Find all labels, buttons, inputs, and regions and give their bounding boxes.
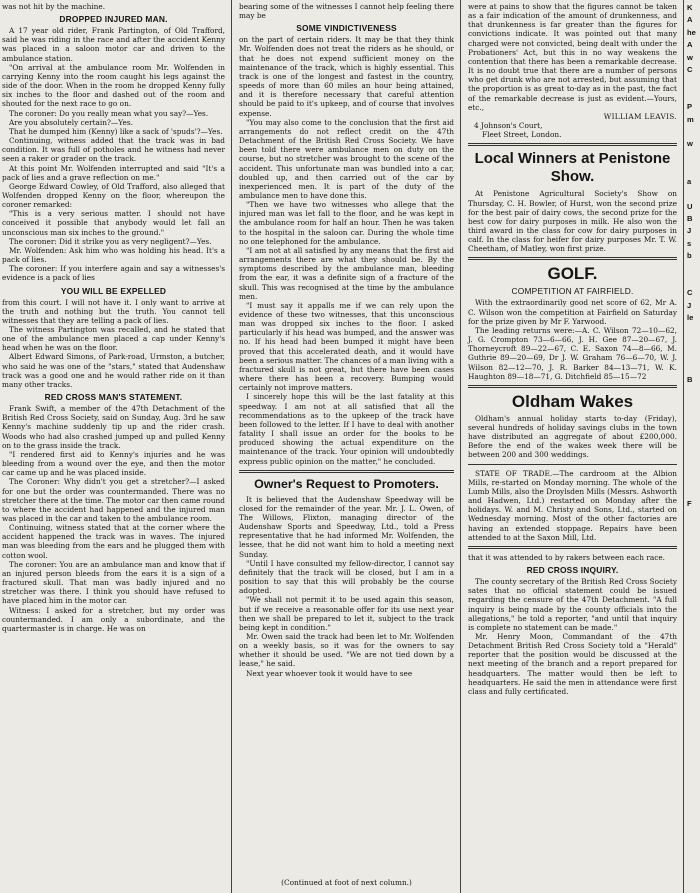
edge-fragment: A: [687, 15, 693, 25]
divider: [468, 257, 677, 260]
edge-fragment: P: [687, 102, 693, 112]
article-text: The leading returns were:—A. C. Wilson 72—10—62, J. G. Crompton 73—6—66, J. H. Gee 87—20—67, J. Thorneycroft 89—22—67, C. E. Saxon 74—8—66, M. Guthrie 89—20—69, Dr J. W. Graham 76—6—70, W. J. Wilson 82—12—70, J. R. Barker 84—13—71, W. K. Haughton 89—18—71, G. Ditchfield 85—15—72: [468, 325, 677, 381]
continued-note: (Continued at foot of next column.): [281, 878, 412, 887]
article-text: That he dumped him (Kenny) like a sack of 'spuds'?—Yes.: [9, 126, 223, 136]
divider: [468, 385, 677, 388]
subheading: SOME VINDICTIVENESS: [296, 23, 397, 34]
article-text: from this court. I will not have it. I only want to arrive at the truth and nothing but the truth. You cannot tell witnesses that they are telling a pack of lies.: [2, 297, 225, 325]
article-headline: Local Winners at Penistone Show.: [474, 150, 671, 186]
edge-fragment: A: [687, 40, 693, 50]
edge-fragment: [687, 263, 700, 275]
article-text: Mr. Owen said the track had been let to Mr. Wolfenden on a weekly basis, so it was for the owners to say whether it should be used. "We are not tied down by a lease," he said.: [239, 632, 454, 669]
article-text: "I must say it appalls me if we can rely upon the evidence of these two witnesses, that this unconscious man was dropped six inches to the floor. I asked particularly if his head was bumped, and the answer was no. If his head had been bumped it might have been proved that this accelerated death, and it would have been a serious matter. The chances of a man living with a fractured skull is not great, but there have been cases where there has been a recovery. Bumping would certainly not improve matters.: [239, 300, 454, 393]
edge-fragment: [687, 449, 700, 461]
edge-fragment: U: [687, 201, 693, 211]
subheading: RED CROSS MAN'S STATEMENT.: [44, 392, 183, 403]
subheading: RED CROSS INQUIRY.: [526, 565, 619, 576]
edge-fragment: [687, 436, 700, 448]
article-text: "You may also come to the conclusion that the first aid arrangements do not reflect credit on the 47th Detachment of the British Red Cross Society. We have been told there were ambulance men on duty on the course, but no stretcher was brought to the scene of the accident. This unfortunate man was bundled into a car, doubled up, and then carried out of the car by inexperienced men. It is part of the duty of the ambulance men to have done this.: [239, 117, 454, 200]
article-text: STATE OF TRADE.—The cardroom at the Albion Mills, re-started on Monday morning. The whole of the Lumb Mills, also the Droylsden Mills (Messrs. Ashworth and Hadwen, Ltd.) restarted on Monday after the holidays. W. and M. Christy and Sons, Ltd., started on Wednesday morning. Most of the other factories are having an extended stoppage. Repairs have been attended to at the Saxon Mill, Ltd.: [468, 468, 678, 542]
article-text: The county secretary of the British Red Cross Society sates that no official statement could be issued regarding the censure of the 47th Detachment. "A full inquiry is being made by the county officials into the allegations," he told a reporter, "and until that inquiry is complete no statement can be made.": [468, 577, 677, 632]
article-text: that it was attended to by rakers between each race.: [468, 552, 665, 562]
article-text: were at pains to show that the figures cannot be taken as a fair indication of the amount of drunkenness, and that drunkenness is far greater than the figures for convictions indicate. It was pointed out that many charged were not convicted, being dealt with under the Probationers' Act, but this in no way weakens the contention that there has been a remarkable decrease. It is no doubt true that there are a number of persons who get drunk who are not arrested, but assuming that the proportion is as great to-day as in the past, the fact of the remarkable decrease is just as evident.—Yours, etc.,: [468, 2, 677, 112]
article-headline: Owner's Request to Promoters.: [254, 476, 439, 491]
article-text: At this point Mr. Wolfenden interrupted and said "It's a pack of lies and a grave reflection on me.": [2, 163, 225, 182]
article-text: "I am not at all satisfied by any means that the first aid arrangements there are what they should be. By the symptoms described by the ambulance man, bleeding from the ear, it was a definite sign of a fracture of the skull. This was recognised at the time by the ambulance men.: [239, 245, 454, 301]
edge-fragment: [687, 126, 700, 138]
article-text: George Edward Cowley, of Old Trafford, also alleged that Wolfenden dropped Kenny on the floor, whereupon the coroner remarked:: [2, 181, 225, 210]
edge-fragment: he: [687, 27, 696, 37]
article-text: At Penistone Agricultural Society's Show on Thursday, C. H. Bowler, of Hurst, won the second prize for the best pair of dairy cows, the second prize for the best cow for dairy purposes in milk. He also won the third award in the class for cow for dairy purposes in calf. In the class for heifer for dairy purposes Mr. T. W. Cheetham, of Matley, won first prize.: [468, 189, 677, 254]
edge-fragment: b: [687, 251, 692, 261]
article-text: Witness: I asked for a stretcher, but my order was countermanded. I am only a subordinate, and the quartermaster is in charge. He was on: [2, 605, 225, 633]
article-text: The coroner: You are an ambulance man and know that if an injured person bleeds from the ears it is a sign of a fractured skull. That man was badly injured and no stretcher was there. I think you should have refused to have placed him in the motor car.: [2, 559, 225, 606]
edge-fragment: w: [687, 52, 693, 62]
article-text: Oldham's annual holiday starts to-day (Friday), several hundreds of holiday savings clubs in the town have distributed an aggregate of about £200,000. Before the end of the wakes week there will be between 200 and 300 weddings.: [468, 413, 677, 460]
article-text: I sincerely hope this will be the last fatality at this speedway. I am not at all satisfied that all the recommendations as to the upkeep of the track have been followed to the letter. If I have to deal with another fatality I shall issue an order for the books to be produced showing the actual expenditure on the maintenance of the track. Your opinion will undoubtedly express public opinion on the matter," he concluded.: [239, 392, 454, 466]
letter-signature: WILLIAM LEAVIS.: [603, 111, 677, 121]
article-text: "Until I have consulted my fellow-director, I cannot say definitely that the track will be closed, but I am in a position to say that this will probably be the course adopted.: [239, 558, 454, 596]
edge-fragment: [687, 163, 700, 175]
edge-fragment: [687, 151, 700, 163]
article-text: Next year whoever took it would have to see: [246, 668, 413, 678]
article-text: was not hit by the machine.: [2, 2, 106, 11]
edge-fragment: B: [687, 213, 693, 223]
edge-fragment: C: [687, 65, 693, 75]
edge-fragment: F: [687, 499, 692, 509]
article-text: "Then we have two witnesses who allege that the injured man was let fall to the floor, and he was kept in the ambulance room for half an hour. Then he was taken to the hospital in the saloon car. During the whole time no one telephoned for the ambulance.: [239, 200, 454, 246]
edge-fragment: [687, 387, 700, 399]
edge-fragment: [687, 349, 700, 361]
article-text: Mr. Henry Moon, Commandant of the 47th Detachment British Red Cross Society told a "Herald" reporter that the position would be discussed at the next meeting of the branch and a report prepared for headquarters. The matter would then be left to headquarters. He said the men in attendance were first class and fully certificated.: [468, 631, 677, 696]
divider: [468, 143, 677, 146]
edge-fragment: [687, 399, 700, 411]
edge-fragment: le: [687, 313, 694, 323]
article-text: With the extraordinarily good net score of 62, Mr A. C. Wilson won the competition at Fairfield on Saturday for the prize given by Mr F. Yarwood.: [468, 298, 677, 326]
edge-fragment: [687, 325, 700, 337]
article-text: Mr. Wolfenden: Ask him who was holding his head. It's a pack of lies.: [2, 245, 225, 265]
article-text: bearing some of the witnesses I cannot help feeling there may be: [239, 2, 454, 21]
article-text: The Coroner: Why didn't you get a stretcher?—I asked for one but the order was countermanded. There was no stretcher there at the time. The motor car then came round to where the accident had happened and the injured man was placed in the car and taken to the ambulance room.: [2, 477, 225, 523]
edge-fragment: J: [687, 226, 692, 236]
article-text: Albert Edward Simons, of Park-road, Urmston, a butcher, who said he was one of the "stars," stated that Audenshaw track was a good one and he would rather ride on it than many other tracks.: [2, 352, 225, 389]
article-text: "On arrival at the ambulance room Mr. Wolfenden in carrying Kenny into the room caught his legs against the side of the door. When in the room he dropped Kenny fully six inches to the floor and dashed out of the room and shouted for the next race to go on.: [2, 62, 225, 109]
edge-fragment: [687, 461, 700, 473]
article-text: "This is a very serious matter. I should not have conceived it possible that anybody would let fall an unconscious man six inches to the ground.": [2, 209, 225, 237]
subheading: COMPETITION AT FAIRFIELD.: [511, 286, 634, 297]
edge-fragment: [687, 275, 700, 287]
column-1: [0, 0, 232, 893]
letter-address: Fleet Street, London.: [482, 130, 562, 140]
edge-fragment: w: [687, 139, 693, 149]
article-text: It is believed that the Audenshaw Speedway will be closed for the remainder of the year. Mr. J. L. Owen, of The Willows, Flixton, managing director of the Audenshaw Sports and Speedway, Ltd., told a Press representative that he had informed Mr. Wolfenden, the lessee, that he did not want him to hold a meeting next Sunday.: [239, 494, 454, 559]
article-text: Continuing, witness added that the track was in bad condition. It was full of potholes and he witness had never seen a raker or grader on the track.: [2, 136, 225, 164]
edge-fragment: [687, 188, 700, 200]
edge-fragment: [687, 473, 700, 485]
edge-fragment: C: [687, 288, 693, 298]
edge-fragment: m: [687, 114, 694, 124]
article-text: "We shall not permit it to be used again this season, but if we receive a reasonable offer for its use next year then we shall be prepared to let it, subject to the track being kept in condition.": [239, 595, 454, 632]
edge-fragment: [687, 362, 700, 374]
article-headline: Oldham Wakes: [511, 391, 634, 411]
edge-fragment: [687, 337, 700, 349]
article-text: The coroner: If you interfere again and say a witnesses's evidence is a pack of lies: [2, 264, 225, 283]
edge-fragment: [687, 76, 700, 88]
edge-fragment: [687, 411, 700, 423]
edge-fragment: [687, 89, 700, 101]
edge-fragment: B: [687, 375, 693, 385]
article-text: Are you absolutely certain?—Yes.: [9, 117, 133, 127]
cropped-column-text: [687, 2, 700, 511]
article-text: The coroner: Do you really mean what you say?—Yes.: [9, 108, 209, 118]
edge-fragment: s: [687, 238, 692, 248]
divider: [468, 464, 677, 465]
divider: [468, 546, 677, 549]
column-4-edge: [685, 0, 700, 893]
edge-fragment: [687, 486, 700, 498]
article-text: Frank Swift, a member of the 47th Detachment of the British Red Cross Society, said on Sunday, Aug. 3rd he saw Kenny's machine suddenly tip up and the rider crash. Woods who had also crashed jumped up and pulled Kenny on to the grass inside the track.: [2, 404, 225, 450]
edge-fragment: K: [687, 3, 693, 12]
edge-fragment: J: [687, 300, 692, 310]
letter-address: 4 Johnson's Court,: [474, 121, 543, 131]
article-text: The coroner: Did it strike you as very negligent?—Yes.: [9, 236, 212, 246]
column-2: [233, 0, 461, 893]
article-text: "I rendered first aid to Kenny's injuries and he was bleeding from a wound over the eye, and then the motor car came up and he was placed inside.: [2, 449, 225, 478]
column-3: [462, 0, 684, 893]
article-headline: GOLF.: [547, 264, 598, 284]
article-text: on the part of certain riders. It may be that they think Mr. Wolfenden does not treat the riders as he should, or that he does not expend sufficient money on the maintenance of the track, which is highly essential. This track is one of the longest and fastest in the country, speeds of more than 60 miles an hour being attained, and it is therefore necessary that careful attention should be paid to it's upkeep, and of course that involves expense.: [239, 35, 454, 118]
article-text: Continuing, witness stated that at the corner where the accident happened the track was in waves. The injured man was bleeding from the ears and he plugged them with cotton wool.: [2, 523, 225, 560]
edge-fragment: [687, 424, 700, 436]
subheading: DROPPED INJURED MAN.: [59, 14, 168, 25]
article-text: A 17 year old rider, Frank Partington, of Old Trafford, said he was riding in the race and after the accident Kenny was placed in a saloon motor car and driven to the ambulance station.: [2, 26, 225, 63]
article-text: The witness Partington was recalled, and he stated that one of the ambulance men placed a cap under Kenny's head when he was on the floor.: [2, 325, 225, 353]
subheading: YOU WILL BE EXPELLED: [60, 285, 167, 296]
edge-fragment: a: [687, 176, 692, 186]
divider: [239, 470, 454, 473]
